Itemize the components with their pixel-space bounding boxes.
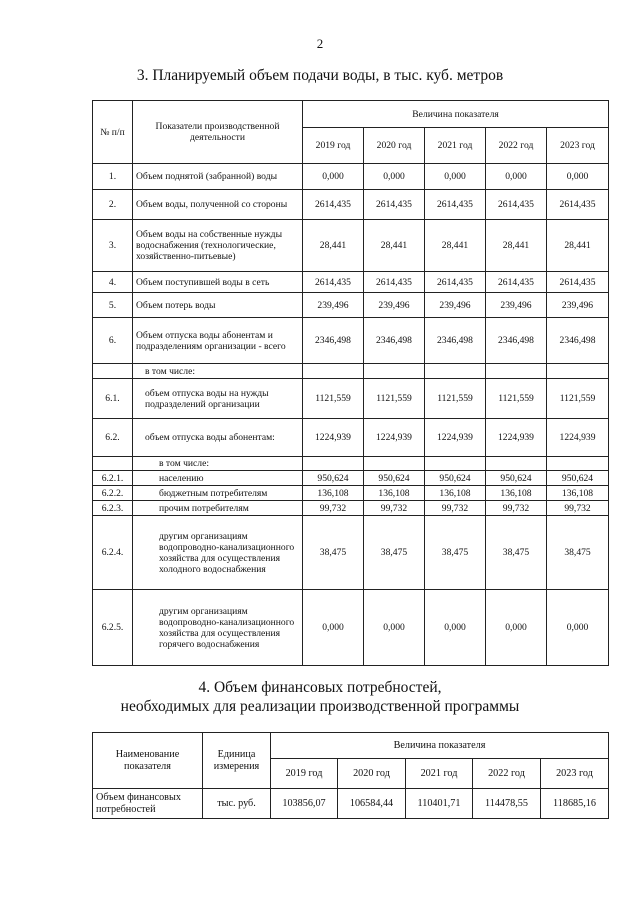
financial-needs-table	[92, 732, 609, 819]
header-num: № п/п	[93, 101, 133, 164]
section-4-title	[0, 678, 640, 716]
row-value: 2614,435	[364, 272, 425, 293]
row-value: 950,624	[364, 471, 425, 486]
row-value: 239,496	[486, 293, 547, 318]
row-name: в том числе:	[133, 364, 303, 379]
table-row	[93, 379, 609, 419]
table-row	[93, 471, 609, 486]
header-name: Наименование показателя	[93, 733, 203, 789]
water-supply-table	[92, 100, 609, 666]
row-value: 38,475	[364, 516, 425, 590]
row-value: 950,624	[486, 471, 547, 486]
row-value: 1121,559	[547, 379, 609, 419]
row-name: Объем финансовых потребностей	[93, 789, 203, 819]
row-value: 0,000	[364, 164, 425, 190]
header-year: 2019 год	[303, 128, 364, 164]
row-value: 28,441	[486, 220, 547, 272]
row-num: 6.	[93, 318, 133, 364]
row-value: 1121,559	[425, 379, 486, 419]
table-row	[93, 457, 609, 471]
row-value: 28,441	[547, 220, 609, 272]
row-value	[425, 364, 486, 379]
table-row	[93, 293, 609, 318]
header-value: Величина показателя	[303, 101, 609, 128]
row-name: объем отпуска воды на нужды подразделений организации	[133, 379, 303, 419]
row-num: 6.2.1.	[93, 471, 133, 486]
row-value: 38,475	[425, 516, 486, 590]
row-value: 118685,16	[541, 789, 609, 819]
row-value: 239,496	[425, 293, 486, 318]
row-value: 1224,939	[364, 419, 425, 457]
table-row	[93, 164, 609, 190]
row-num: 6.2.4.	[93, 516, 133, 590]
header-value: Величина показателя	[271, 733, 609, 759]
row-value: 2614,435	[486, 190, 547, 220]
row-value: 28,441	[364, 220, 425, 272]
row-value: 136,108	[303, 486, 364, 501]
header-unit: Единица измерения	[203, 733, 271, 789]
row-value: 239,496	[547, 293, 609, 318]
table-row	[93, 364, 609, 379]
row-value	[547, 364, 609, 379]
row-value: 2614,435	[364, 190, 425, 220]
row-value	[486, 457, 547, 471]
row-value: 0,000	[486, 164, 547, 190]
row-value: 106584,44	[338, 789, 406, 819]
header-year: 2023 год	[541, 759, 609, 789]
header-year: 2021 год	[425, 128, 486, 164]
row-num: 4.	[93, 272, 133, 293]
row-value: 950,624	[303, 471, 364, 486]
row-value: 950,624	[547, 471, 609, 486]
row-value: 1224,939	[486, 419, 547, 457]
row-value: 38,475	[303, 516, 364, 590]
table-row	[93, 789, 609, 819]
table-row	[93, 516, 609, 590]
row-value	[364, 364, 425, 379]
row-value: 2346,498	[486, 318, 547, 364]
row-value: 103856,07	[271, 789, 338, 819]
header-year: 2021 год	[406, 759, 473, 789]
row-num: 1.	[93, 164, 133, 190]
row-value: 2614,435	[425, 272, 486, 293]
row-value: 0,000	[364, 590, 425, 666]
row-name: Объем поступившей воды в сеть	[133, 272, 303, 293]
row-value: 1121,559	[486, 379, 547, 419]
row-value: 1224,939	[425, 419, 486, 457]
row-value: 136,108	[425, 486, 486, 501]
row-value: 0,000	[303, 590, 364, 666]
page-number: 2	[316, 36, 324, 51]
row-num	[93, 364, 133, 379]
row-value: 1121,559	[364, 379, 425, 419]
header-year: 2022 год	[486, 128, 547, 164]
row-name: объем отпуска воды абонентам:	[133, 419, 303, 457]
row-name: Объем потерь воды	[133, 293, 303, 318]
section-3-title: 3. Планируемый объем подачи воды, в тыс. куб. метров	[136, 67, 504, 84]
row-name: Объем поднятой (забранной) воды	[133, 164, 303, 190]
row-value: 99,732	[486, 501, 547, 516]
row-value	[425, 457, 486, 471]
header-year: 2023 год	[547, 128, 609, 164]
header-year: 2022 год	[473, 759, 541, 789]
row-num: 2.	[93, 190, 133, 220]
row-value: 2346,498	[547, 318, 609, 364]
row-value: 2346,498	[425, 318, 486, 364]
row-value: 0,000	[425, 590, 486, 666]
row-value: 2346,498	[303, 318, 364, 364]
row-name: населению	[133, 471, 303, 486]
row-value: 0,000	[547, 164, 609, 190]
row-value: 1121,559	[303, 379, 364, 419]
row-value: 0,000	[303, 164, 364, 190]
row-value	[364, 457, 425, 471]
row-num: 3.	[93, 220, 133, 272]
row-value: 0,000	[547, 590, 609, 666]
table-row	[93, 190, 609, 220]
row-value: 99,732	[425, 501, 486, 516]
header-year: 2019 год	[271, 759, 338, 789]
row-value: 2614,435	[425, 190, 486, 220]
table-row	[93, 419, 609, 457]
row-value: 114478,55	[473, 789, 541, 819]
row-value: 28,441	[425, 220, 486, 272]
section-4-title-line2: необходимых для реализации производственной программы	[120, 698, 520, 715]
header-year: 2020 год	[364, 128, 425, 164]
row-value: 0,000	[486, 590, 547, 666]
row-name: в том числе:	[133, 457, 303, 471]
row-name: другим организациям водопроводно-канализационного хозяйства для осуществления горячего водоснабжения	[133, 590, 303, 666]
header-year: 2020 год	[338, 759, 406, 789]
row-name: другим организациям водопроводно-канализационного хозяйства для осуществления холодного водоснабжения	[133, 516, 303, 590]
row-value: 136,108	[547, 486, 609, 501]
row-value: 950,624	[425, 471, 486, 486]
header-indicator: Показатели производственной деятельности	[133, 101, 303, 164]
row-unit: тыс. руб.	[203, 789, 271, 819]
row-value: 99,732	[303, 501, 364, 516]
row-num: 6.2.5.	[93, 590, 133, 666]
row-value: 1224,939	[303, 419, 364, 457]
row-num: 6.2.	[93, 419, 133, 457]
row-value: 136,108	[486, 486, 547, 501]
row-value: 0,000	[425, 164, 486, 190]
row-value	[547, 457, 609, 471]
table-row	[93, 318, 609, 364]
row-num	[93, 457, 133, 471]
row-value: 2614,435	[303, 190, 364, 220]
row-value	[303, 457, 364, 471]
table-row	[93, 590, 609, 666]
row-value: 28,441	[303, 220, 364, 272]
table-row	[93, 220, 609, 272]
row-value: 38,475	[486, 516, 547, 590]
row-value: 239,496	[303, 293, 364, 318]
row-name: прочим потребителям	[133, 501, 303, 516]
row-value: 2614,435	[303, 272, 364, 293]
table-row	[93, 501, 609, 516]
row-num: 6.2.3.	[93, 501, 133, 516]
row-name: Объем воды на собственные нужды водоснабжения (технологические, хозяйственно-питьевые)	[133, 220, 303, 272]
table-row	[93, 272, 609, 293]
table-row	[93, 486, 609, 501]
row-value: 239,496	[364, 293, 425, 318]
row-num: 5.	[93, 293, 133, 318]
row-value: 99,732	[547, 501, 609, 516]
row-value: 110401,71	[406, 789, 473, 819]
row-value: 2614,435	[547, 190, 609, 220]
row-num: 6.1.	[93, 379, 133, 419]
row-name: бюджетным потребителям	[133, 486, 303, 501]
row-value: 38,475	[547, 516, 609, 590]
row-num: 6.2.2.	[93, 486, 133, 501]
row-value	[303, 364, 364, 379]
row-value: 2346,498	[364, 318, 425, 364]
row-name: Объем воды, полученной со стороны	[133, 190, 303, 220]
row-value	[486, 364, 547, 379]
row-value: 1224,939	[547, 419, 609, 457]
row-value: 99,732	[364, 501, 425, 516]
row-value: 2614,435	[547, 272, 609, 293]
row-value: 136,108	[364, 486, 425, 501]
section-4-title-line1: 4. Объем финансовых потребностей,	[198, 679, 442, 696]
row-name: Объем отпуска воды абонентам и подразделениям организации - всего	[133, 318, 303, 364]
row-value: 2614,435	[486, 272, 547, 293]
